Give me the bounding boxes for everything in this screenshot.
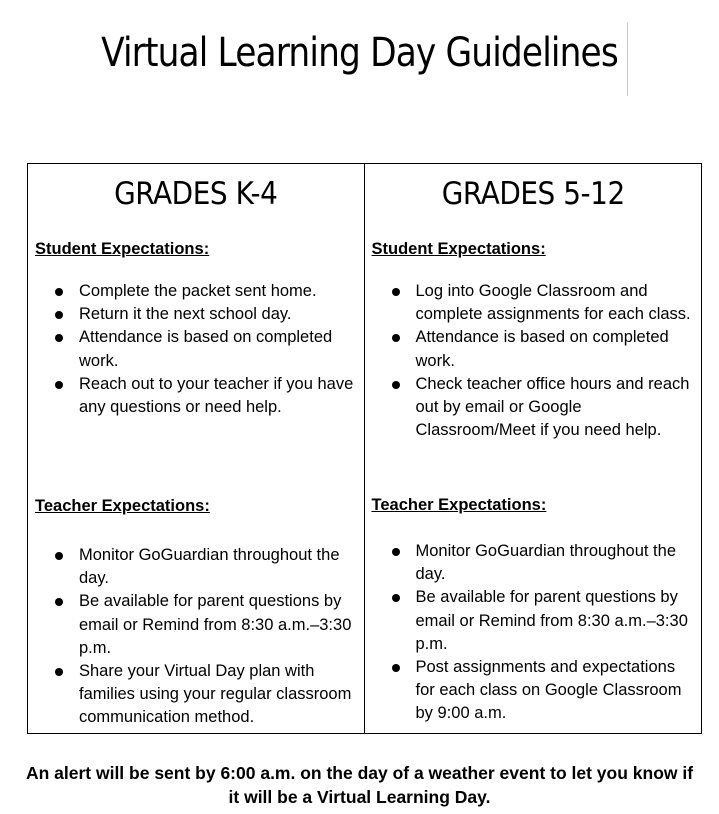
bullet-icon <box>392 594 400 602</box>
teacher-expectations-heading: Teacher Expectations: <box>371 496 547 514</box>
list-item: Reach out to your teacher if you have any questions or need help. <box>79 373 358 419</box>
bullet-icon <box>55 668 63 676</box>
student-expectations-list <box>28 280 358 419</box>
list-item: Be available for parent questions by email or Remind from 8:30 a.m.–3:30 p.m. <box>416 586 695 656</box>
bullet-icon <box>55 598 63 606</box>
bullet-icon <box>392 288 400 296</box>
list-item: Monitor GoGuardian throughout the day. <box>79 544 358 590</box>
list-item: Complete the packet sent home. <box>79 280 358 303</box>
student-expectations-heading: Student Expectations: <box>371 240 546 258</box>
list-item: Attendance is based on completed work. <box>416 326 695 372</box>
list-item: Share your Virtual Day plan with families using your regular classroom communication method. <box>79 660 358 730</box>
student-expectations-list <box>365 280 695 442</box>
bullet-icon <box>392 664 400 672</box>
list-item: Return it the next school day. <box>79 303 358 326</box>
grade-heading: GRADES 5-12 <box>441 176 625 212</box>
grade-heading: GRADES K-4 <box>114 176 278 212</box>
teacher-expectations-list <box>365 540 695 726</box>
alert-notice: An alert will be sent by 6:00 a.m. on the day of a weather event to let you know if it will be a Virtual Learning Day. <box>25 763 694 807</box>
bullet-icon <box>55 311 63 319</box>
list-item: Check teacher office hours and reach out by email or Google Classroom/Meet if you need help. <box>416 373 695 443</box>
page-title: Virtual Learning Day Guidelines <box>101 30 618 76</box>
teacher-expectations-list <box>28 544 358 730</box>
column-grades-k-4 <box>28 164 365 733</box>
list-item: Monitor GoGuardian throughout the day. <box>416 540 695 586</box>
bullet-icon <box>55 334 63 342</box>
student-expectations-heading: Student Expectations: <box>35 240 210 258</box>
bullet-icon <box>392 548 400 556</box>
column-grades-5-12 <box>365 164 702 733</box>
list-item: Be available for parent questions by email or Remind from 8:30 a.m.–3:30 p.m. <box>79 590 358 660</box>
teacher-expectations-heading: Teacher Expectations: <box>35 497 210 515</box>
bullet-icon <box>55 552 63 560</box>
list-item: Log into Google Classroom and complete assignments for each class. <box>416 280 695 326</box>
list-item: Attendance is based on completed work. <box>79 326 358 372</box>
bullet-icon <box>392 334 400 342</box>
text-cursor <box>627 22 628 96</box>
guidelines-table <box>27 163 702 734</box>
bullet-icon <box>392 381 400 389</box>
bullet-icon <box>55 288 63 296</box>
list-item: Post assignments and expectations for each class on Google Classroom by 9:00 a.m. <box>416 656 695 726</box>
bullet-icon <box>55 381 63 389</box>
